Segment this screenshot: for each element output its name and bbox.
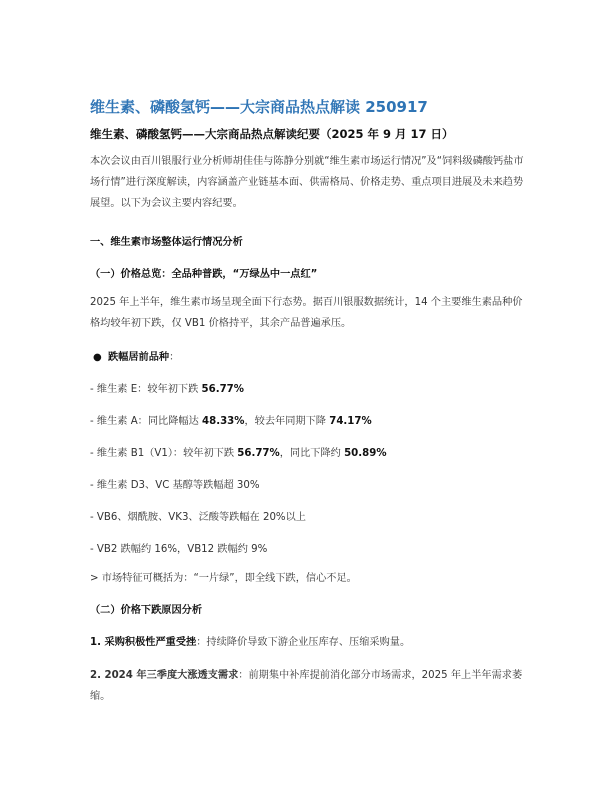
- item-text-mid: ，较去年同期下降: [244, 416, 330, 427]
- document-subtitle: 维生素、磷酸氢钙——大宗商品热点解读纪要（2025 年 9 月 17 日）: [90, 127, 454, 141]
- item-text: - 维生素 A：同比降幅达: [90, 416, 203, 427]
- list-item: [90, 415, 526, 429]
- item-value: 56.77%: [237, 448, 280, 459]
- item-text: - VB2 跌幅约 16%，VB12 跌幅约 9%: [90, 544, 268, 555]
- intro-paragraph: 本次会议由百川银服行业分析师胡佳佳与陈静分别就“维生素市场运行情况”及“饲料级磷酸钙盐市场行情”进行深度解读，内容涵盖产业链基本面、供需格局、价格走势、重点项目进展及未来趋势展望。以下为会议主要内容纪要。: [90, 156, 524, 209]
- reason-text: ：持续降价导致下游企业压库存、压缩采购量。: [196, 637, 411, 648]
- reason-item: [90, 665, 526, 707]
- item-text: - 维生素 B1（V1）：较年初下跌: [90, 448, 238, 459]
- item-text-mid: ，同比下降约: [279, 448, 345, 459]
- reason-text: ：前期集中补库提前消化部分市场需求，2025 年上半年需求萎缩。: [90, 670, 523, 702]
- item-value: 48.33%: [202, 416, 245, 427]
- price-overview-paragraph: 2025 年上半年，维生素市场呈现全面下行态势。据百川银服数据统计，14 个主要维生素品种价格均较年初下跌，仅 VB1 价格持平，其余产品普遍承压。: [90, 297, 523, 329]
- item-text: - 维生素 D3、VC 基醇等跌幅超 30%: [90, 480, 260, 491]
- item-value-2: 50.89%: [344, 448, 387, 459]
- item-value: 56.77%: [201, 384, 244, 395]
- subsection-heading-decline-reasons: （二）价格下跌原因分析: [90, 605, 203, 616]
- document-title: 维生素、磷酸氢钙——大宗商品热点解读 250917: [90, 98, 428, 116]
- list-item: [90, 383, 526, 397]
- list-item: [90, 447, 526, 461]
- bullet-dot: ●: [93, 352, 102, 363]
- item-text: - VB6、烟酰胺、VK3、泛酸等跌幅在 20%以上: [90, 512, 306, 523]
- list-item: [90, 511, 526, 525]
- section-heading-1: 一、维生素市场整体运行情况分析: [90, 237, 243, 248]
- bullet-label: 跌幅居前品种: [108, 352, 170, 363]
- market-quote: > 市场特征可概括为：“一片绿”，即全线下跌，信心不足。: [90, 573, 357, 584]
- item-value-2: 74.17%: [329, 416, 372, 427]
- subsection-heading-price-overview: （一）价格总览：全品种普跌，“万绿丛中一点红”: [90, 269, 318, 280]
- reason-title: 2. 2024 年三季度大涨透支需求: [90, 670, 239, 681]
- bullet-colon: ：: [169, 352, 180, 363]
- list-item: [90, 543, 526, 557]
- item-text: - 维生素 E：较年初下跌: [90, 384, 202, 395]
- reason-item: [90, 636, 526, 650]
- bullet-top-decliners: [108, 351, 518, 365]
- reason-title: 1. 采购积极性严重受挫: [90, 637, 197, 648]
- list-item: [90, 479, 526, 493]
